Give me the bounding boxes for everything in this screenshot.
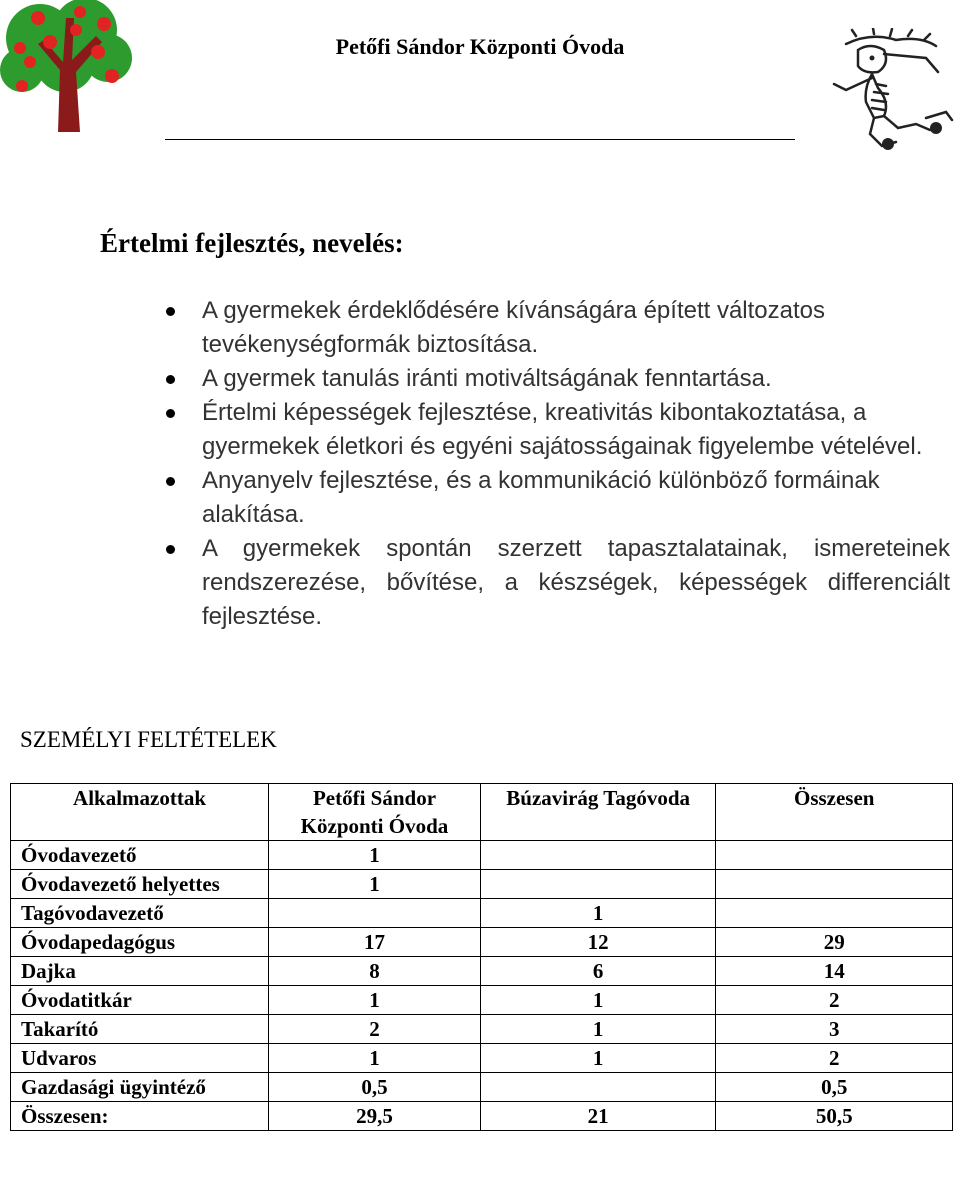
list-item: Anyanyelv fejlesztése, és a kommunikáció különböző formáinak alakítása.	[202, 464, 950, 532]
table-row	[11, 1015, 953, 1044]
table-row	[11, 1102, 953, 1131]
table-cell: 2	[269, 1015, 481, 1044]
table-row	[11, 928, 953, 957]
table-cell: 14	[716, 957, 953, 986]
table-cell: 12	[480, 928, 716, 957]
column-header: Összesen	[716, 784, 953, 841]
bullet-list	[202, 294, 950, 634]
table-cell: Óvodavezető	[11, 841, 269, 870]
table-cell	[716, 899, 953, 928]
table-cell: 2	[716, 1044, 953, 1073]
staff-heading: SZEMÉLYI FELTÉTELEK	[20, 727, 277, 752]
table-row	[11, 1073, 953, 1102]
table-cell: 1	[480, 1044, 716, 1073]
table-row	[11, 899, 953, 928]
table-cell: 1	[269, 986, 481, 1015]
table-cell: Óvodatitkár	[11, 986, 269, 1015]
table-cell: Óvodapedagógus	[11, 928, 269, 957]
table-row	[11, 1044, 953, 1073]
table-cell	[716, 870, 953, 899]
table-cell: 1	[269, 1044, 481, 1073]
table-row	[11, 957, 953, 986]
table-cell: 17	[269, 928, 481, 957]
table-cell	[480, 1073, 716, 1102]
table-cell: Óvodavezető helyettes	[11, 870, 269, 899]
table-cell	[716, 841, 953, 870]
list-item: A gyermek tanulás iránti motiváltságának fenntartása.	[202, 362, 950, 396]
table-cell: Összesen:	[11, 1102, 269, 1131]
table-row	[11, 870, 953, 899]
page-header-title: Petőfi Sándor Központi Óvoda	[335, 34, 625, 59]
list-item: Értelmi képességek fejlesztése, kreativitás kibontakoztatása, a gyermekek életkori és egyéni sajátosságainak figyelembe vételével.	[202, 396, 950, 464]
table-cell: 3	[716, 1015, 953, 1044]
column-header: Petőfi Sándor Központi Óvoda	[269, 784, 481, 841]
table-cell: 1	[269, 841, 481, 870]
table-cell: Dajka	[11, 957, 269, 986]
table-cell: 8	[269, 957, 481, 986]
table-cell: 1	[480, 986, 716, 1015]
table-cell: 2	[716, 986, 953, 1015]
table-row	[11, 841, 953, 870]
column-header: Alkalmazottak	[11, 784, 269, 841]
table-row	[11, 986, 953, 1015]
table-cell: 0,5	[716, 1073, 953, 1102]
table-cell	[480, 870, 716, 899]
table-cell: 1	[480, 1015, 716, 1044]
running-child-icon	[826, 28, 960, 152]
list-item: A gyermekek érdeklődésére kívánságára épített változatos tevékenységformák biztosítása.	[202, 294, 950, 362]
table-cell: Udvaros	[11, 1044, 269, 1073]
section-heading: Értelmi fejlesztés, nevelés:	[100, 228, 404, 258]
table-cell: Gazdasági ügyintéző	[11, 1073, 269, 1102]
header-divider	[165, 139, 795, 140]
table-cell: 50,5	[716, 1102, 953, 1131]
table-cell: 6	[480, 957, 716, 986]
table-cell: 29,5	[269, 1102, 481, 1131]
table-header-row	[11, 784, 953, 841]
list-item: A gyermekek spontán szerzett tapasztalatainak, ismereteinek rendszerezése, bővítése, a készségek, képességek differenciált fejlesztése.	[202, 532, 950, 634]
table-cell: Takarító	[11, 1015, 269, 1044]
table-cell: 29	[716, 928, 953, 957]
table-cell	[269, 899, 481, 928]
table-cell: Tagóvodavezető	[11, 899, 269, 928]
table-cell: 1	[269, 870, 481, 899]
table-cell: 1	[480, 899, 716, 928]
table-cell: 21	[480, 1102, 716, 1131]
table-cell: 0,5	[269, 1073, 481, 1102]
staff-table	[10, 783, 953, 1131]
table-cell	[480, 841, 716, 870]
apple-tree-icon	[0, 0, 135, 135]
column-header: Búzavirág Tagóvoda	[480, 784, 716, 841]
